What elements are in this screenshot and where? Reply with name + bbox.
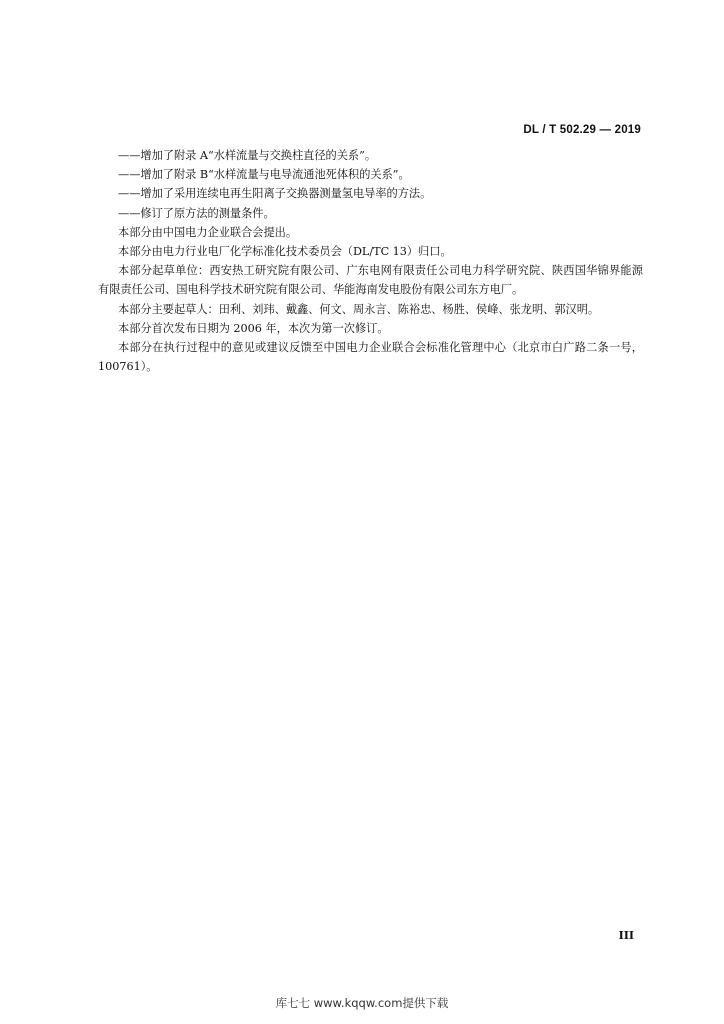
revision-item: ——增加了附录 B“水样流量与电导流通池死体积的关系”。 — [118, 168, 410, 182]
proposer-statement: 本部分由中国电力企业联合会提出。 — [118, 225, 298, 239]
document-code: DL / T 502.29 — 2019 — [523, 124, 641, 136]
release-paragraph: 本部分首次发布日期为 2006 年，本次为第一次修订。 — [118, 321, 389, 335]
drafters-paragraph: 本部分主要起草人：田利、刘玮、戴鑫、何文、周永言、陈裕忠、杨胜、侯峰、张龙明、郭汉明。 — [118, 302, 600, 316]
committee-statement: 本部分由电力行业电厂化学标准化技术委员会（DL/TC 13）归口。 — [118, 245, 452, 259]
revision-item: ——增加了附录 A“水样流量与交换柱直径的关系”。 — [118, 149, 377, 162]
feedback-paragraph: 本部分在执行过程中的意见或建议反馈至中国电力企业联合会标准化管理中心（北京市白广路二条一号，100761）。 — [98, 341, 643, 374]
drafting-units-paragraph: 本部分起草单位：西安热工研究院有限公司、广东电网有限责任公司电力科学研究院、陕西国华锦界能源有限责任公司、国电科学技术研究院有限公司、华能海南发电股份有限公司东方电厂。 — [98, 264, 643, 297]
download-watermark: 库七七 www.kqqw.com提供下载 — [275, 996, 449, 1010]
revision-item: ——增加了采用连续电再生阳离子交换器测量氢电导率的方法。 — [118, 187, 432, 201]
page-number: III — [618, 929, 634, 942]
revision-item: ——修订了原方法的测量条件。 — [118, 206, 275, 220]
foreword-body — [98, 146, 643, 376]
